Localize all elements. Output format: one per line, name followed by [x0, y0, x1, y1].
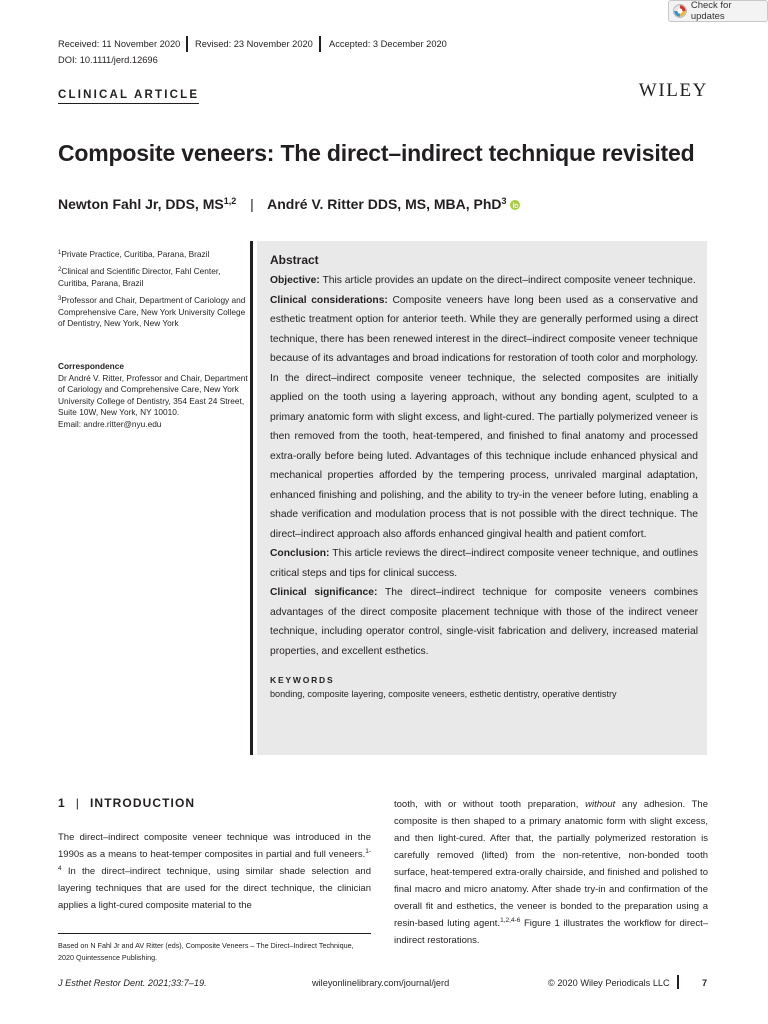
header-divider: [186, 36, 188, 52]
doi: DOI: 10.1111/jerd.12696: [58, 55, 158, 65]
correspondence-heading: Correspondence: [58, 361, 124, 371]
citation-ref[interactable]: 1,2,4-6: [500, 917, 521, 924]
clinical-significance-text: The direct–indirect technique for composite veneers combines advantages of the direct composite placement technique with those of the indirect veneer technique, including operator control, single-visit fabrication and delivery, increased material properties, and excellent esthetics.: [270, 587, 698, 657]
affiliation-number: 3: [58, 296, 62, 302]
publisher-logo: WILEY: [638, 80, 708, 101]
body-text: The direct–indirect composite veneer technique was introduced in the 1990s as a means to heat-temper composites in partial and full veneers.: [58, 832, 371, 860]
correspondence-address: Dr André V. Ritter, Professor and Chair, Department of Cariology and Comprehensive Care, New York University College of Dentistry, 354 East 24 Street, Suite 10W, New York, NY 10010.: [58, 372, 248, 417]
page-number: 7: [702, 978, 708, 988]
intro-paragraph-col2: [394, 796, 708, 949]
copyright: © 2020 Wiley Periodicals LLC: [548, 978, 670, 988]
affiliation-number: 1: [58, 250, 62, 256]
footnote-rule: [58, 933, 371, 934]
abstract-conclusion: [270, 544, 698, 583]
abstract-box: [257, 241, 707, 755]
article-type: CLINICAL ARTICLE: [58, 89, 199, 104]
body-text: any adhesion. The composite is then shaped to a primary anatomic form with slight excess, and then light-cured. After that, the partially polymerized restoration is carefully removed (lifted) from the non-retentive, non-bonded tooth surface, heat-tempered extra-orally chairside, and finished and polished to final macro and micro anatomy. After shade try-in and confirmation of the overall fit and esthetics, the veneer is bonded to the preparation using a resin-based luting agent.: [394, 799, 708, 929]
crossmark-icon: [673, 4, 687, 18]
abstract-clinical-significance: [270, 583, 698, 661]
section-title: INTRODUCTION: [90, 796, 196, 810]
author-name[interactable]: André V. Ritter DDS, MS, MBA, PhD: [267, 196, 502, 212]
author-divider: |: [250, 196, 254, 212]
accepted-date: Accepted: 3 December 2020: [329, 39, 447, 49]
correspondence: [58, 361, 248, 430]
abstract-clinical-considerations: [270, 291, 698, 545]
affiliation-text: Clinical and Scientific Director, Fahl Center, Curitiba, Parana, Brazil: [58, 266, 221, 288]
citation-ref[interactable]: 1-4: [58, 848, 371, 872]
abstract-objective: [270, 271, 698, 291]
intro-paragraph-col1: [58, 829, 371, 914]
section-number: 1: [58, 796, 66, 810]
header-divider: [319, 36, 321, 52]
check-for-updates-button[interactable]: [668, 0, 768, 22]
affiliation-3: [58, 294, 248, 330]
body-text: In the direct–indirect technique, using similar shade selection and layering techniques that are used for the direct technique, the clinician applies a light-cured composite material to the: [58, 866, 371, 911]
article-title: Composite veneers: The direct–indirect technique revisited: [58, 140, 695, 166]
emphasis-text: without: [585, 799, 616, 810]
orcid-icon[interactable]: [510, 200, 520, 210]
objective-label: Objective:: [270, 275, 320, 286]
abstract-bar: [250, 241, 253, 755]
author-name[interactable]: Newton Fahl Jr, DDS, MS: [58, 196, 224, 212]
affiliation-2: [58, 265, 248, 289]
clinical-significance-label: Clinical significance:: [270, 587, 378, 598]
affiliation-1: [58, 248, 248, 261]
received-date: Received: 11 November 2020: [58, 39, 181, 49]
check-for-updates-label: Check for updates: [690, 0, 732, 22]
affiliation-number: 2: [58, 267, 62, 273]
author-affiliation-marker: 1,2: [223, 196, 237, 206]
body-text: tooth, with or without tooth preparation,: [394, 799, 586, 810]
author-affiliation-marker: 3: [501, 196, 507, 206]
footnote: Based on N Fahl Jr and AV Ritter (eds), Composite Veneers – The Direct–Indirect Technique, 2020 Quintessence Publishing.: [58, 941, 354, 962]
author-list: [58, 196, 520, 212]
affiliation-text: Private Practice, Curitiba, Parana, Brazil: [61, 249, 210, 259]
section-heading: [58, 796, 195, 810]
footer-divider: [677, 975, 679, 989]
keywords-heading: KEYWORDS: [270, 675, 335, 685]
objective-text: This article provides an update on the direct–indirect composite veneer technique.: [322, 275, 696, 286]
revised-date: Revised: 23 November 2020: [195, 39, 313, 49]
conclusion-label: Conclusion:: [270, 548, 330, 559]
abstract-heading: Abstract: [270, 253, 319, 267]
section-divider: |: [75, 796, 80, 810]
clinical-considerations-text: Composite veneers have long been used as a conservative and esthetic treatment option for anterior teeth. While they are generally performed using a direct technique, there has been renewed interest in the direct–indirect composite veneer technique because of its advantages and broad indications for restoration of tooth color and morphology. In the direct–indirect composite veneer technique, the selected composites are initially applied on the tooth using a layering approach, without any bonding agent, sculpted to a primary anatomic form with slight excess, and light-cured. The partially polymerized veneer is then removed from the tooth, heat-tempered, and finished to final anatomy and processed extra-orally before being luted. Advantages of this technique include enhanced physical and mechanical properties afforded by the tempering process, unrivaled marginal adaptation, enhanced finishing and polishing, and the ability to try-in the veneer before luting, enabling a shade verification and modulation process that is not possible with the direct technique. The direct–indirect approach also affords enhanced gingival health and patient comfort.: [270, 294, 698, 540]
journal-citation: J Esthet Restor Dent. 2021;33:7–19.: [58, 978, 207, 988]
correspondence-email[interactable]: Email: andre.ritter@nyu.edu: [58, 418, 162, 429]
conclusion-text: This article reviews the direct–indirect composite veneer technique, and outlines critical steps and tips for clinical success.: [270, 548, 698, 579]
affiliation-text: Professor and Chair, Department of Cariology and Comprehensive Care, New York University College of Dentistry, New York, New York: [58, 295, 246, 328]
body-text: Figure 1 illustrates the workflow for direct–indirect restorations.: [394, 918, 708, 946]
clinical-considerations-label: Clinical considerations:: [270, 294, 388, 306]
keywords-list: bonding, composite layering, composite veneers, esthetic dentistry, operative dentistry: [270, 689, 617, 699]
journal-url[interactable]: wileyonlinelibrary.com/journal/jerd: [312, 978, 450, 988]
